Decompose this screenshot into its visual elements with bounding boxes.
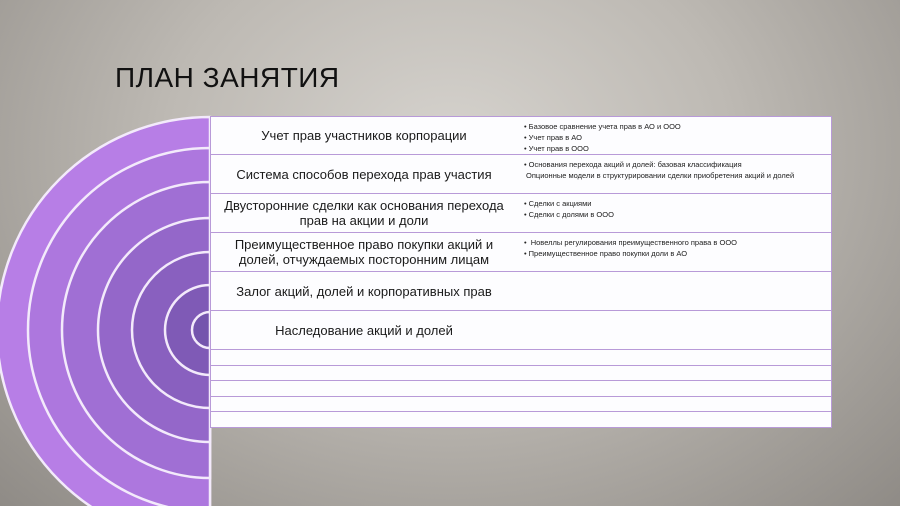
plan-row xyxy=(210,194,832,233)
subtopic-list xyxy=(517,194,831,232)
subtopic-item xyxy=(524,237,827,248)
subtopic-text: Сделки с акциями xyxy=(528,199,592,208)
slide-title: ПЛАН ЗАНЯТИЯ xyxy=(115,62,340,93)
bullet-icon: • xyxy=(524,238,527,247)
subtopic-text: Базовое сравнение учета прав в АО и ООО xyxy=(528,122,681,131)
subtopic-item xyxy=(524,132,827,143)
subtopic-list xyxy=(517,272,831,310)
topic-label: Наследование акций и долей xyxy=(275,322,453,338)
bullet-icon: • xyxy=(524,122,527,131)
topic-label: Учет прав участников корпорации xyxy=(261,128,467,143)
subtopic-text: Сделки с долями в ООО xyxy=(528,210,614,219)
subtopic-item xyxy=(524,143,827,154)
bullet-icon: • xyxy=(524,144,527,153)
subtopic-item xyxy=(524,198,827,209)
plan-row xyxy=(210,272,832,311)
subtopic-text: Новеллы регулирования преимущественного права в ООО xyxy=(528,238,737,247)
empty-row xyxy=(210,397,832,413)
subtopic-list xyxy=(517,233,831,271)
plan-row xyxy=(210,233,832,272)
topic-label: Двусторонние сделки как основания перехода прав на акции и доли xyxy=(224,198,504,228)
subtopic-item xyxy=(524,159,827,170)
subtopic-list xyxy=(517,117,831,154)
empty-row xyxy=(210,381,832,397)
subtopic-item xyxy=(524,170,827,181)
subtopic-list xyxy=(517,311,831,349)
subtopic-text: Учет прав в АО xyxy=(528,133,582,142)
subtopic-text: Опционные модели в структурировании сделки приобретения акций и долей xyxy=(526,171,795,180)
topic-label: Преимущественное право покупки акций и долей, отчуждаемых посторонним лицам xyxy=(234,237,494,267)
subtopic-item xyxy=(524,121,827,132)
empty-row xyxy=(210,412,832,428)
plan-table xyxy=(210,116,832,428)
plan-row xyxy=(210,116,832,155)
subtopic-text: Учет прав в ООО xyxy=(528,144,589,153)
topic-label: Система способов перехода прав участия xyxy=(236,166,492,182)
plan-row xyxy=(210,311,832,350)
topic-label: Залог акций, долей и корпоративных прав xyxy=(236,283,492,299)
plan-row xyxy=(210,155,832,194)
bullet-icon: • xyxy=(524,160,527,169)
bullet-icon: • xyxy=(524,133,527,142)
subtopic-list xyxy=(517,155,831,193)
empty-row xyxy=(210,350,832,366)
empty-row xyxy=(210,366,832,382)
subtopic-item xyxy=(524,248,827,259)
subtopic-text: Основания перехода акций и долей: базовая классификация xyxy=(528,160,742,169)
bullet-icon: • xyxy=(524,249,527,258)
bullet-icon: • xyxy=(524,210,527,219)
subtopic-text: Преимущественное право покупки доли в АО xyxy=(528,249,688,258)
bullet-icon: • xyxy=(524,199,527,208)
subtopic-item xyxy=(524,209,827,220)
